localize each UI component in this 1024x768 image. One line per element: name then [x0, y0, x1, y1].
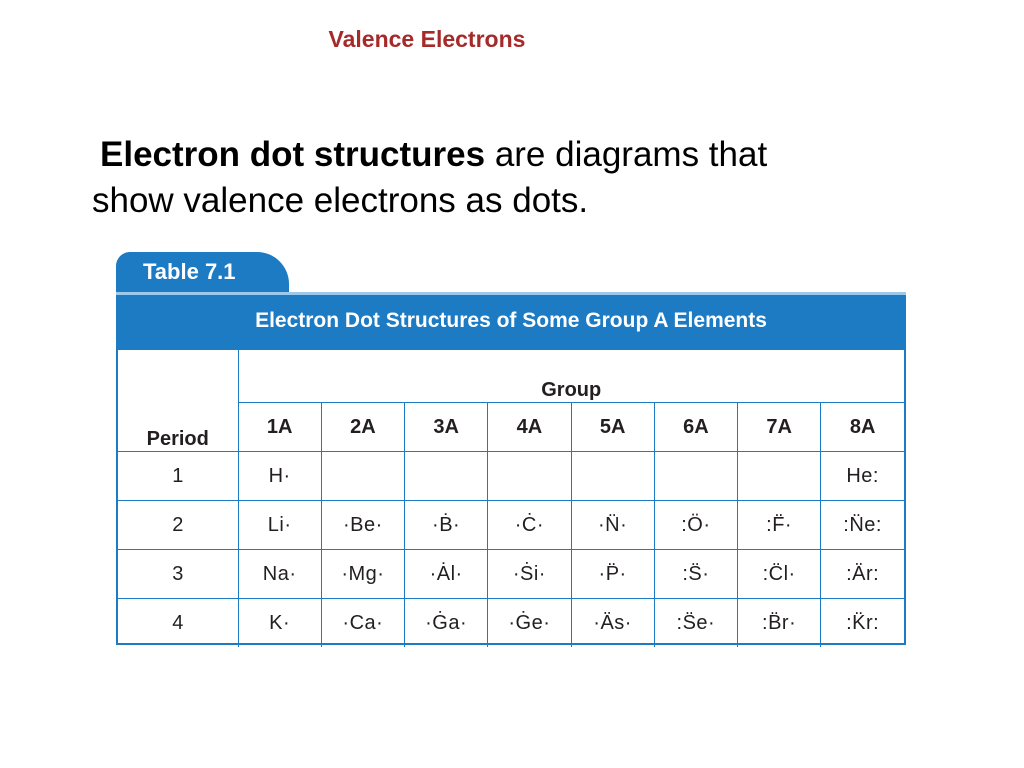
- group-col-header: 2A: [321, 403, 404, 452]
- element-cell: ·Äs·: [571, 599, 654, 648]
- element-cell: :Är:: [821, 550, 904, 599]
- table-row: [118, 550, 904, 599]
- element-cell: He:: [821, 452, 904, 501]
- element-cell: [321, 452, 404, 501]
- element-cell: ·Ġe·: [488, 599, 571, 648]
- element-cell: ·Mg·: [321, 550, 404, 599]
- table-caption: Electron Dot Structures of Some Group A Elements: [255, 309, 767, 332]
- element-cell: Li·: [238, 501, 321, 550]
- element-cell: [654, 452, 737, 501]
- element-cell: :F̈·: [738, 501, 821, 550]
- element-cell: ·Ṡi·: [488, 550, 571, 599]
- element-cell: Na·: [238, 550, 321, 599]
- element-cell: ·Ȧl·: [405, 550, 488, 599]
- element-cell: ·Ḃ·: [405, 501, 488, 550]
- slide-title: Valence Electrons: [328, 26, 526, 52]
- element-cell: :Ö·: [654, 501, 737, 550]
- period-cell: 2: [118, 501, 238, 550]
- table-number: Table 7.1: [143, 259, 236, 284]
- element-cell: [738, 452, 821, 501]
- element-cell: [571, 452, 654, 501]
- intro-line2: show valence electrons as dots.: [92, 181, 589, 220]
- element-cell: ·Ġa·: [405, 599, 488, 648]
- element-cell: [488, 452, 571, 501]
- group-col-header: 1A: [238, 403, 321, 452]
- element-cell: :S̈e·: [654, 599, 737, 648]
- element-cell: :B̈r·: [738, 599, 821, 648]
- period-cell: 1: [118, 452, 238, 501]
- table-row: [118, 501, 904, 550]
- intro-text: [92, 132, 892, 224]
- period-header: Period: [118, 350, 238, 452]
- group-col-header: 5A: [571, 403, 654, 452]
- element-cell: K·: [238, 599, 321, 648]
- element-cell: [405, 452, 488, 501]
- element-cell: :S̈·: [654, 550, 737, 599]
- element-cell: ·P̈·: [571, 550, 654, 599]
- element-cell: H·: [238, 452, 321, 501]
- element-cell: ·Ċ·: [488, 501, 571, 550]
- intro-term: Electron dot structures: [100, 135, 486, 174]
- group-col-header: 3A: [405, 403, 488, 452]
- period-cell: 4: [118, 599, 238, 648]
- table-row: [118, 452, 904, 501]
- period-cell: 3: [118, 550, 238, 599]
- element-cell: :C̈l·: [738, 550, 821, 599]
- table-caption-banner: [116, 292, 906, 350]
- group-header: Group: [238, 350, 904, 403]
- element-cell: :N̈e:: [821, 501, 904, 550]
- table-row: [118, 599, 904, 648]
- element-cell: :K̈r:: [821, 599, 904, 648]
- table-tab: [116, 252, 289, 294]
- group-col-header: 6A: [654, 403, 737, 452]
- table-body: [116, 350, 906, 645]
- element-cell: ·N̈·: [571, 501, 654, 550]
- element-cell: ·Ca·: [321, 599, 404, 648]
- group-col-header: 4A: [488, 403, 571, 452]
- intro-line1-rest: are diagrams that: [494, 135, 768, 174]
- electron-dot-table: [118, 350, 904, 647]
- group-col-header: 7A: [738, 403, 821, 452]
- element-cell: ·Be·: [321, 501, 404, 550]
- group-col-header: 8A: [821, 403, 904, 452]
